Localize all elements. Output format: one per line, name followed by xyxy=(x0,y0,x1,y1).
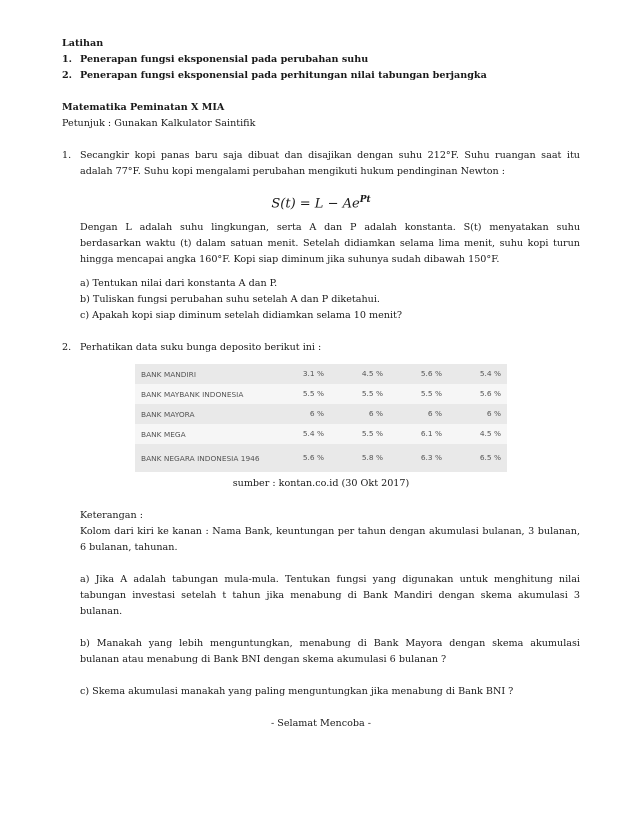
table-source: sumber : kontan.co.id (30 Okt 2017) xyxy=(232,478,410,490)
question-1b: b) Tuliskan fungsi perubahan suhu setelah A dan P diketahui. xyxy=(80,294,380,306)
rate-monthly: 5.4 % xyxy=(271,424,330,444)
worksheet xyxy=(62,36,580,732)
table-row xyxy=(135,424,507,444)
rate-monthly: 3.1 % xyxy=(271,364,330,384)
bank-name: BANK MANDIRI xyxy=(135,364,271,384)
rate-monthly: 5.6 % xyxy=(271,444,330,472)
instruction: Petunjuk : Gunakan Kalkulator Saintifik xyxy=(62,118,256,129)
question-2a: a) Jika A adalah tabungan mula-mula. Tentukan fungsi yang digunakan untuk menghitung nilai tabungan investasi setelah t tahun jika menabung di Bank Mandiri dengan skema akumulasi 3 bulanan. xyxy=(80,574,580,618)
rate-semiannual: 5.5 % xyxy=(389,384,448,404)
topic-2 xyxy=(62,68,580,84)
rate-annual: 6 % xyxy=(448,404,507,424)
closing-text: - Selamat Mencoba - xyxy=(270,718,372,730)
rate-semiannual: 6.1 % xyxy=(389,424,448,444)
question-1a: a) Tentukan nilai dari konstanta A dan P. xyxy=(80,278,278,290)
rate-monthly: 6 % xyxy=(271,404,330,424)
question-2-intro: Perhatikan data suku bunga deposito berikut ini : xyxy=(80,342,322,354)
topic-2-number: 2. xyxy=(62,70,73,81)
question-2-number: 2. xyxy=(62,342,72,354)
table-row xyxy=(135,404,507,424)
question-1 xyxy=(62,148,580,180)
rate-quarterly: 5.8 % xyxy=(330,444,389,472)
rate-semiannual: 5.6 % xyxy=(389,364,448,384)
rate-semiannual: 6.3 % xyxy=(389,444,448,472)
note-title: Keterangan : xyxy=(80,510,143,522)
subject-title: Matematika Peminatan X MIA xyxy=(62,102,225,113)
topic-2-text: Penerapan fungsi eksponensial pada perhitungan nilai tabungan berjangka xyxy=(80,70,487,81)
worksheet-title: Latihan xyxy=(62,38,104,49)
newton-formula xyxy=(62,192,580,212)
table-row xyxy=(135,444,507,472)
rate-annual: 5.6 % xyxy=(448,384,507,404)
bank-name: BANK MAYORA xyxy=(135,404,271,424)
bank-name: BANK NEGARA INDONESIA 1946 xyxy=(135,444,271,472)
bank-name: BANK MEGA xyxy=(135,424,271,444)
rate-annual: 5.4 % xyxy=(448,364,507,384)
topic-1-number: 1. xyxy=(62,54,73,65)
table-row xyxy=(135,364,507,384)
formula-exponent: Pt xyxy=(359,195,371,205)
rate-quarterly: 4.5 % xyxy=(330,364,389,384)
rate-semiannual: 6 % xyxy=(389,404,448,424)
topic-1 xyxy=(62,52,580,68)
rate-quarterly: 6 % xyxy=(330,404,389,424)
question-2 xyxy=(62,340,580,356)
rate-monthly: 5.5 % xyxy=(271,384,330,404)
interest-rate-table xyxy=(135,364,507,472)
bank-name: BANK MAYBANK INDONESIA xyxy=(135,384,271,404)
question-1-intro: Secangkir kopi panas baru saja dibuat dan disajikan dengan suhu 212°F. Suhu ruangan saat itu adalah 77°F. Suhu kopi mengalami perubahan mengikuti hukum pendinginan Newton : xyxy=(80,150,580,177)
question-2b: b) Manakah yang lebih menguntungkan, menabung di Bank Mayora dengan skema akumulasi bulanan atau menabung di Bank BNI dengan skema akumulasi 6 bulanan ? xyxy=(80,638,580,666)
question-1-description: Dengan L adalah suhu lingkungan, serta A dan P adalah konstanta. S(t) menyatakan suhu berdasarkan waktu (t) dalam satuan menit. Setelah didiamkan selama lima menit, suhu kopi turun hingga mencapai angka 160°F. Kopi siap diminum jika suhunya sudah dibawah 150°F. xyxy=(80,222,580,266)
rate-quarterly: 5.5 % xyxy=(330,384,389,404)
topic-1-text: Penerapan fungsi eksponensial pada perubahan suhu xyxy=(80,54,369,65)
question-1c: c) Apakah kopi siap diminum setelah didiamkan selama 10 menit? xyxy=(80,310,403,322)
formula-base: S(t) = L − Ae xyxy=(271,196,360,212)
question-2c: c) Skema akumulasi manakah yang paling menguntungkan jika menabung di Bank BNI ? xyxy=(80,686,514,698)
question-1-number: 1. xyxy=(62,150,72,161)
rate-annual: 4.5 % xyxy=(448,424,507,444)
table-row xyxy=(135,384,507,404)
rate-annual: 6.5 % xyxy=(448,444,507,472)
rate-quarterly: 5.5 % xyxy=(330,424,389,444)
note-text: Kolom dari kiri ke kanan : Nama Bank, keuntungan per tahun dengan akumulasi bulanan, 3 bulanan, 6 bulanan, tahunan. xyxy=(80,526,580,554)
